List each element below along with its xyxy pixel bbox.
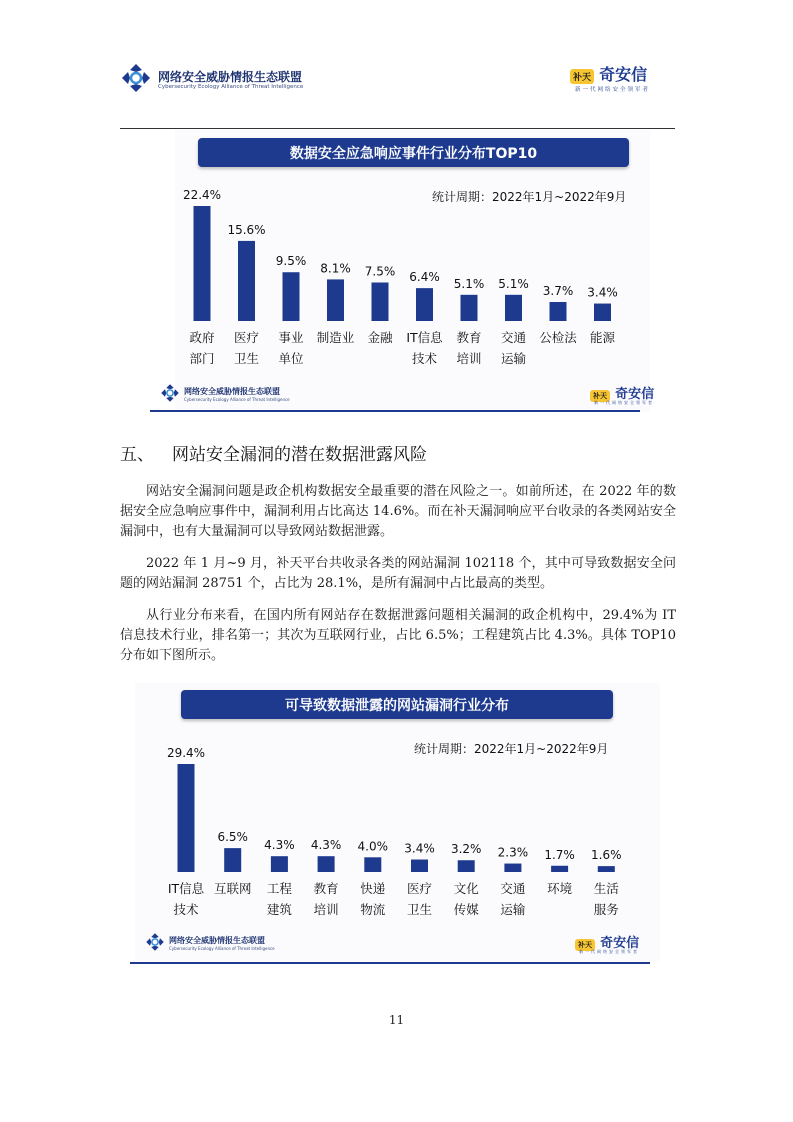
chart1-bar xyxy=(238,241,255,321)
chart2-category-label: 生活 xyxy=(593,881,619,896)
chart2-category-label: 教育 xyxy=(313,881,339,896)
chart2-value-label: 1.7% xyxy=(544,847,575,862)
chart2-category-label: 环境 xyxy=(547,881,573,896)
chart1-bar xyxy=(594,304,611,321)
chart2-category-label: 医疗 xyxy=(406,881,433,896)
chart1-category-label: 医疗 xyxy=(233,330,260,345)
chart2-bottom-rule xyxy=(130,962,650,964)
chart1-value-label: 7.5% xyxy=(364,264,396,279)
chart2-category-label: 快递 xyxy=(360,881,386,896)
chart2-value-label: 1.6% xyxy=(591,848,622,863)
header-divider xyxy=(120,128,675,129)
chart1-bar xyxy=(372,282,389,321)
chart2-bar xyxy=(178,764,195,872)
footer-org-name: 网络安全威胁情报生态联盟 xyxy=(169,936,265,945)
footer-org-name-en: Cybersecurity Ecology Alliance of Threat Intelligence xyxy=(184,397,290,402)
chart1-category-label: 教育 xyxy=(456,330,482,345)
chart2-category-label: 运输 xyxy=(500,902,526,917)
chart1-bar xyxy=(461,295,478,321)
chart2-footer xyxy=(145,932,665,962)
brand-mark: 补天 xyxy=(590,390,610,402)
brand-name: 奇安信 xyxy=(615,387,655,402)
chart1-bottom-rule xyxy=(150,410,640,412)
chart2-plot xyxy=(150,728,645,928)
chart2-value-label: 6.5% xyxy=(217,830,248,845)
chart2-value-label: 3.2% xyxy=(450,842,482,857)
chart1-value-label: 5.1% xyxy=(453,276,485,291)
chart1-value-label: 3.4% xyxy=(587,285,618,300)
chart2-value-label: 29.4% xyxy=(166,746,206,760)
chart2-bar xyxy=(411,860,428,872)
chart2-category-label: 传媒 xyxy=(453,902,479,917)
chart1-value-label: 8.1% xyxy=(320,261,351,276)
chart2-bar xyxy=(318,856,335,872)
chart1-footer xyxy=(160,383,680,413)
chart2-title-bar: 可导致数据泄露的网站漏洞行业分布 xyxy=(181,690,613,719)
chart2-bar xyxy=(458,860,475,872)
chart2-category-label: 物流 xyxy=(360,902,386,917)
chart1-bar xyxy=(283,272,300,321)
chart1-category-label: IT信息 xyxy=(406,330,443,345)
chart2-bar xyxy=(224,848,241,872)
chart2-value-label: 4.3% xyxy=(264,838,295,853)
header-org-name-en: Cybersecurity Ecology Alliance of Threat Intelligence xyxy=(158,84,304,90)
paragraph-2: 2022 年 1 月~9 月，补天平台共收录各类的网站漏洞 102118 个，其中可导致数据安全问题的网站漏洞 28751 个，占比为 28.1%，是所有漏洞中占比最高的类型。 xyxy=(120,556,676,591)
chart2-bar xyxy=(504,864,521,872)
header-org-name: 网络安全威胁情报生态联盟 xyxy=(158,70,303,84)
chart1-category-label: 交通 xyxy=(500,330,527,345)
chart1-period: 统计周期：2022年1月~2022年9月 xyxy=(432,190,627,204)
chart1-category-label: 部门 xyxy=(189,351,215,366)
chart1-value-label: 6.4% xyxy=(409,270,440,285)
chart1-category-label: 技术 xyxy=(411,351,438,366)
chart2-bar xyxy=(364,857,381,872)
alliance-logo-icon xyxy=(160,383,180,403)
chart1-category-label: 能源 xyxy=(589,330,616,345)
footer-org-name: 网络安全威胁情报生态联盟 xyxy=(184,387,280,396)
chart1-value-label: 9.5% xyxy=(275,254,307,269)
chart1-category-label: 政府 xyxy=(189,330,215,345)
paragraph-3: 从行业分布来看，在国内所有网站存在数据泄露问题相关漏洞的政企机构中，29.4%为 IT 信息技术行业，排名第一；其次为互联网行业，占比 6.5%；工程建筑占比 4.3%。具体 TOP10 分布如下图所示。 xyxy=(120,608,676,663)
brand-slogan: 新一代网络安全领军者 xyxy=(594,400,654,405)
chart2-category-label: 卫生 xyxy=(406,902,433,917)
chart1-category-label: 制造业 xyxy=(316,330,355,345)
chart2-value-label: 3.4% xyxy=(404,841,435,856)
chart2-category-label: 互联网 xyxy=(213,881,252,896)
chart1-value-label: 3.7% xyxy=(542,284,574,299)
section-heading xyxy=(120,440,427,465)
header-brand xyxy=(570,62,647,85)
chart1-category-label: 公检法 xyxy=(539,330,577,345)
chart1-bar xyxy=(550,302,567,321)
chart2-value-label: 4.0% xyxy=(357,839,389,854)
chart2-category-label: 培训 xyxy=(313,902,339,917)
chart2-value-label: 2.3% xyxy=(497,845,529,860)
chart1-title-bar: 数据安全应急响应事件行业分布TOP10 xyxy=(198,138,629,167)
chart2-category-label: 工程 xyxy=(266,881,292,896)
chart1-value-label: 15.6% xyxy=(227,222,266,237)
chart2-category-label: IT信息 xyxy=(167,881,205,896)
chart2-bar xyxy=(551,866,568,872)
chart2-bar xyxy=(598,866,615,872)
chart1-category-label: 金融 xyxy=(367,330,393,345)
chart2-bar xyxy=(271,856,288,872)
chart2-category-label: 文化 xyxy=(453,881,479,896)
footer-org-name-en: Cybersecurity Ecology Alliance of Threat Intelligence xyxy=(169,946,275,951)
brand-name: 奇安信 xyxy=(600,936,640,951)
brand-slogan: 新一代网络安全领军者 xyxy=(575,87,651,93)
alliance-logo-icon xyxy=(145,932,165,952)
page-number: 11 xyxy=(388,1013,405,1027)
chart1-bar xyxy=(194,206,211,321)
chart2-period: 统计周期：2022年1月~2022年9月 xyxy=(414,742,609,756)
section-number: 五、 xyxy=(120,445,154,465)
brand-slogan: 新一代网络安全领军者 xyxy=(579,949,639,954)
alliance-logo-icon xyxy=(120,62,152,94)
chart1-bar xyxy=(327,279,344,321)
chart2-category-label: 建筑 xyxy=(266,902,292,917)
brand-name: 奇安信 xyxy=(599,65,648,84)
chart1-category-label: 单位 xyxy=(278,351,304,366)
chart2-category-label: 服务 xyxy=(593,902,619,917)
chart1-value-label: 22.4% xyxy=(182,188,222,202)
chart1-category-label: 运输 xyxy=(500,351,527,366)
chart1-value-label: 5.1% xyxy=(498,276,529,291)
chart1-plot xyxy=(175,175,650,380)
chart1-category-label: 培训 xyxy=(456,351,482,366)
chart1-category-label: 卫生 xyxy=(233,351,260,366)
chart2-category-label: 交通 xyxy=(500,881,526,896)
chart1-bar xyxy=(416,288,433,321)
chart1-bar xyxy=(505,295,522,321)
paragraph-1: 网站安全漏洞问题是政企机构数据安全最重要的潜在风险之一。如前所述，在 2022 年的数据安全应急响应事件中，漏洞利用占比高达 14.6%。而在补天漏洞响应平台收录的各类网站安全漏洞中，也有大量漏洞可以导致网站数据泄露。 xyxy=(120,484,676,539)
brand-mark: 补天 xyxy=(570,69,594,84)
section-title: 网站安全漏洞的潜在数据泄露风险 xyxy=(172,445,427,465)
chart1-category-label: 事业 xyxy=(278,330,304,345)
chart2-category-label: 技术 xyxy=(173,902,199,917)
chart2-value-label: 4.3% xyxy=(310,838,342,853)
brand-mark: 补天 xyxy=(575,939,595,951)
